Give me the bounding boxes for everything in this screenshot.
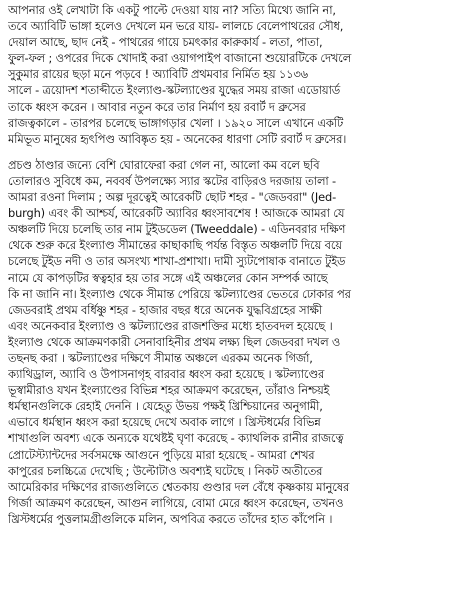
- text-line: রাজত্বকালে - তারপর চলেছে ভাঙ্গাগড়ার খেলা । ১৯২০ সালে এখানে একটি: [8, 115, 344, 130]
- text-line: এভাবে ধর্মস্থান ধ্বংস করা হয়েছে দেখে অবাক লাগে । খ্রিস্টধর্মের বিভিন্ন: [8, 415, 321, 430]
- text-line: আপনার ওই লেখাটা কি একটু পাল্টে দেওয়া যায় না? সত্যি মিথ্যে জানি না,: [8, 3, 336, 17]
- text-line: সালে - ত্রয়োদশ শতাব্দীতে ইংল্যাণ্ড-স্কটল্যাণ্ডের যুদ্ধের সময় রাজা এডোয়ার্ড: [8, 83, 341, 98]
- text-line: চলেছে টুইড নদী ও তার অসংখ্য শাখা-প্রশাখা। দামী স্যুটপোষাক বানাতে টুইড: [8, 254, 346, 269]
- paragraph-2: [8, 157, 447, 527]
- paragraph-spacer: [8, 147, 447, 157]
- text-line: কাপুরের চলচ্চিত্রে দেখেছি ; উল্টোটাও অবশ্যই ঘটেছে । নিকট অতীতের: [8, 463, 323, 478]
- text-line: নামে যে কাপড়টির স্বত্বহার হয় তার সঙ্গে এই অঞ্চলের কোন সম্পর্ক আছে: [8, 270, 328, 285]
- text-line: প্রচণ্ড ঠাণ্ডার জন্যে বেশি ঘোরাফেরা করা গেল না, আলো কম বলে ছবি: [8, 157, 320, 172]
- text-line: গির্জা আক্রমণ করেছেন, আগুন লাগিয়ে, বোমা মেরে ধ্বংস করেছেন, তখনও: [8, 495, 344, 510]
- text-line: অঞ্চলটি দিয়ে চলেছি তার নাম টুইডডেল (Tweeddale) - এডিনবরার দক্ষিণ: [8, 222, 346, 237]
- text-line: সুকুমার রায়ের ছড়া মনে পড়বে ! অ্যাবিটি প্রথমবার নির্মিত হয় ১১৩৬: [8, 67, 308, 82]
- text-line: আমরা রওনা দিলাম ; অল্প দূরত্বেই আরেকটি ছোট শহর - "জেডবরা" (Jed-: [8, 190, 337, 205]
- text-line: ধর্মস্থানগুলিকে রেহাই দেননি । যেহেতু উভয় পক্ষই খ্রিশ্চিয়ানের অনুগামী,: [8, 399, 323, 414]
- text-line: তাকে ধ্বংস করেন । আবার নতুন করে তার নির্মাণ হয় রবার্ট দ ব্রুসের: [8, 99, 306, 114]
- text-line: তছনছ করা । স্কটল্যাণ্ডের দক্ষিণে সীমান্ত অঞ্চলে এরকম অনেক গির্জা,: [8, 350, 313, 365]
- text-line: এবং অনেকবার ইংল্যাণ্ড ও স্কটল্যাণ্ডের রাজশক্তির মধ্যে হাতবদল হয়েছে ।: [8, 318, 333, 333]
- text-line: থেকে শুরু করে ইংল্যাণ্ড সীমান্তের কাছাকাছি পর্যন্ত বিস্তৃত অঞ্চলটি দিয়ে বয়ে: [8, 238, 342, 253]
- text-line: তোলারও সুবিধে কম, নববর্ষ উপলক্ষ্যে স্যার স্কটের বাড়িরও দরজায় তালা -: [8, 173, 337, 188]
- text-line: কি না জানি না। ইংল্যাণ্ড থেকে সীমান্ত পেরিয়ে স্কটল্যাণ্ডের ভেতরে ঢোকার পর: [8, 286, 351, 301]
- text-line: ক্যাথিড্রাল, অ্যাবি ও উপাসনাগৃহ বারবার ধ্বংস করা হয়েছে । স্কটল্যাণ্ডের: [8, 367, 325, 382]
- text-line: আমেরিকার দক্ষিণের রাজ্যগুলিতে শ্বেতকায় গুণ্ডার দল বেঁধে কৃষ্ণকায় মানুষের: [8, 479, 350, 494]
- text-line: তবে অ্যাবিটি ভাঙ্গা হলেও দেখলে মন ভরে যায়- লালচে বেলেপাথরের সৌধ,: [8, 19, 344, 34]
- text-line: জেডবরাই প্রথম বর্ধিষ্ণু শহর - হাজার বছর ধরে অনেক যুদ্ধবিগ্রহের সাক্ষী: [8, 302, 322, 317]
- text-line: ফুল-ফল ; ওপরের দিকে খোদাই করা ওয়াগপাইপ বাজানো শুয়োরটিকে দেখলে: [8, 51, 352, 66]
- text-line: দেয়াল আছে, ছাদ নেই - পাথরের গায়ে চমৎকার কারুকার্য - লতা, পাতা,: [8, 35, 323, 50]
- text-line: প্রোটেস্ট্যান্টদের সর্বসমক্ষে আগুনে পুড়িয়ে মারা হয়েছে - আমরা শেখর: [8, 447, 315, 462]
- text-line: শাখাগুলি অবশ্য একে অন্যকে যথেষ্টই ঘৃণা করেছে - ক্যাথলিক রানীর রাজত্বে: [8, 431, 344, 446]
- text-line: মমিভূত মানুষের হৃৎপিণ্ড আবিষ্কৃত হয় - অনেকের ধারণা সেটি রবার্ট দ ব্রুসের।: [8, 131, 347, 146]
- text-line: burgh) এবং কী আশ্চর্য, আরেকটি অ্যাবির ধ্বংসাবশেষ ! আজকে আমরা যে: [8, 206, 345, 221]
- text-line: ইংল্যাণ্ড থেকে আক্রমণকারী সেনাবাহিনীর প্রথম লক্ষ্য ছিল জেডবরা দখল ও: [8, 334, 341, 349]
- paragraph-1: [8, 2, 447, 147]
- text-line: ভূস্বামীরাও যখন ইংল্যাণ্ডের বিভিন্ন শহর আক্রমণ করেছেন, তাঁরাও নিশ্চয়ই: [8, 383, 330, 398]
- text-line: খ্রিস্টধর্মের পুত্তলামগ্রীগুলিকে মলিন, অপবিত্র করতে তাঁদের হাত কাঁপেনি ।: [8, 511, 333, 526]
